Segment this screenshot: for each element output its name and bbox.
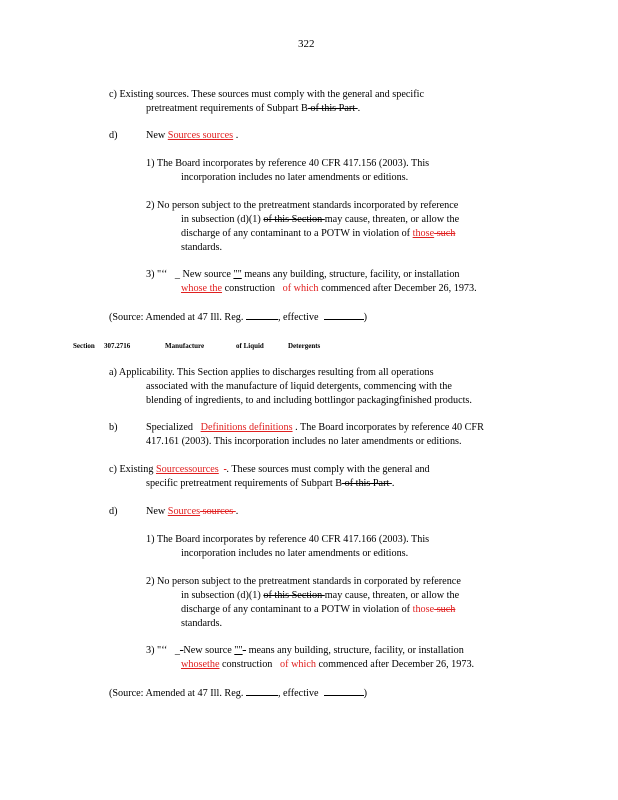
section-title-part-1: Manufacture xyxy=(165,342,205,350)
deleted-text: sources xyxy=(200,506,236,517)
applicability-line-1: a) Applicability. This Section applies to discharges resulting from all operations xyxy=(109,367,434,378)
deleted-text: of this Part xyxy=(342,478,392,489)
incorporation-2-line-1: 1) The Board incorporates by reference 40 CFR 417.166 (2003). This xyxy=(146,534,430,545)
inserted-text: of which xyxy=(280,659,316,670)
incorporation-line-1: 1) The Board incorporates by reference 40 CFR 417.156 (2003). This xyxy=(146,158,430,169)
definitions-label: b) xyxy=(109,422,118,433)
definition-line-1: 3) "‘‘ _ New source "" means any building, structure, facility, or installation xyxy=(146,269,460,280)
deleted-text: such xyxy=(434,604,456,615)
incorporation-2-line-2: incorporation includes no later amendments or editions. xyxy=(181,548,409,559)
inserted-text: whosethe xyxy=(181,659,220,670)
existing-sources-line-2: pretreatment requirements of Subpart B of this Part . xyxy=(146,103,361,114)
inserted-text: Definitions definitions xyxy=(200,422,293,433)
deleted-text: of this Part xyxy=(307,103,358,114)
deleted-text: - xyxy=(242,645,247,656)
prohibition-line-4: standards. xyxy=(181,242,223,253)
applicability-line-3: blending of ingredients, to and including bottlingor packagingfinished products. xyxy=(146,395,472,406)
section-title-part-2: of Liquid xyxy=(236,342,264,350)
source-note: (Source: Amended at 47 Ill. Reg. , effective ) xyxy=(109,312,367,323)
inserted-text: Sourcessources xyxy=(155,464,219,475)
new-sources-2-heading: New Sources sources . xyxy=(146,506,239,517)
deleted-text: of this Section xyxy=(263,214,325,225)
section-label: Section xyxy=(73,342,95,350)
deleted-text: of this Section xyxy=(263,590,325,601)
new-sources-2-label: d) xyxy=(109,506,118,517)
applicability-line-2: associated with the manufacture of liquid detergents, commencing with the xyxy=(146,381,452,392)
section-number: 307.2716 xyxy=(104,342,131,350)
new-sources-heading: New Sources sources . xyxy=(146,130,239,141)
prohibition-2-line-4: standards. xyxy=(181,618,223,629)
existing-sources-2-line-1: c) Existing Sourcessources . These sources must comply with the general and xyxy=(109,464,430,475)
inserted-text: those xyxy=(412,604,435,615)
definition-line-2: whose the construction of which commenced after December 26, 1973. xyxy=(181,283,477,294)
deleted-text: such xyxy=(434,228,456,239)
existing-sources-line-1: c) Existing sources. These sources must comply with the general and specific xyxy=(109,89,424,100)
inserted-text: of which xyxy=(282,283,319,294)
definition-2-line-2: whosethe construction of which commenced after December 26, 1973. xyxy=(181,659,475,670)
inserted-text: whose the xyxy=(181,283,223,294)
inserted-text: Sources xyxy=(167,506,201,517)
prohibition-line-3: discharge of any contaminant to a POTW in violation of those such xyxy=(181,228,456,239)
prohibition-line-2: in subsection (d)(1) of this Section may cause, threaten, or allow the xyxy=(181,214,460,225)
definitions-line-2: 417.161 (2003). This incorporation includes no later amendments or editions. xyxy=(146,436,462,447)
prohibition-2-line-3: discharge of any contaminant to a POTW in violation of those such xyxy=(181,604,456,615)
definitions-line-1: Specialized Definitions definitions . The Board incorporates by reference 40 CFR xyxy=(146,422,484,433)
source-note-2: (Source: Amended at 47 Ill. Reg. , effective ) xyxy=(109,688,367,699)
inserted-text: those xyxy=(412,228,435,239)
page-number: 322 xyxy=(298,38,315,50)
inserted-text: Sources sources xyxy=(167,130,234,141)
prohibition-2-line-1: 2) No person subject to the pretreatment standards in corporated by reference xyxy=(146,576,461,587)
existing-sources-2-line-2: specific pretreatment requirements of Subpart B of this Part . xyxy=(146,478,395,489)
prohibition-line-1: 2) No person subject to the pretreatment standards incorporated by reference xyxy=(146,200,459,211)
prohibition-2-line-2: in subsection (d)(1) of this Section may cause, threaten, or allow the xyxy=(181,590,460,601)
incorporation-line-2: incorporation includes no later amendments or editions. xyxy=(181,172,409,183)
definition-2-line-1: 3) "‘‘ _-New source ""- means any building, structure, facility, or installation xyxy=(146,645,464,656)
deleted-text: - xyxy=(179,645,184,656)
new-sources-label: d) xyxy=(109,130,118,141)
section-title-part-3: Detergents xyxy=(288,342,321,350)
